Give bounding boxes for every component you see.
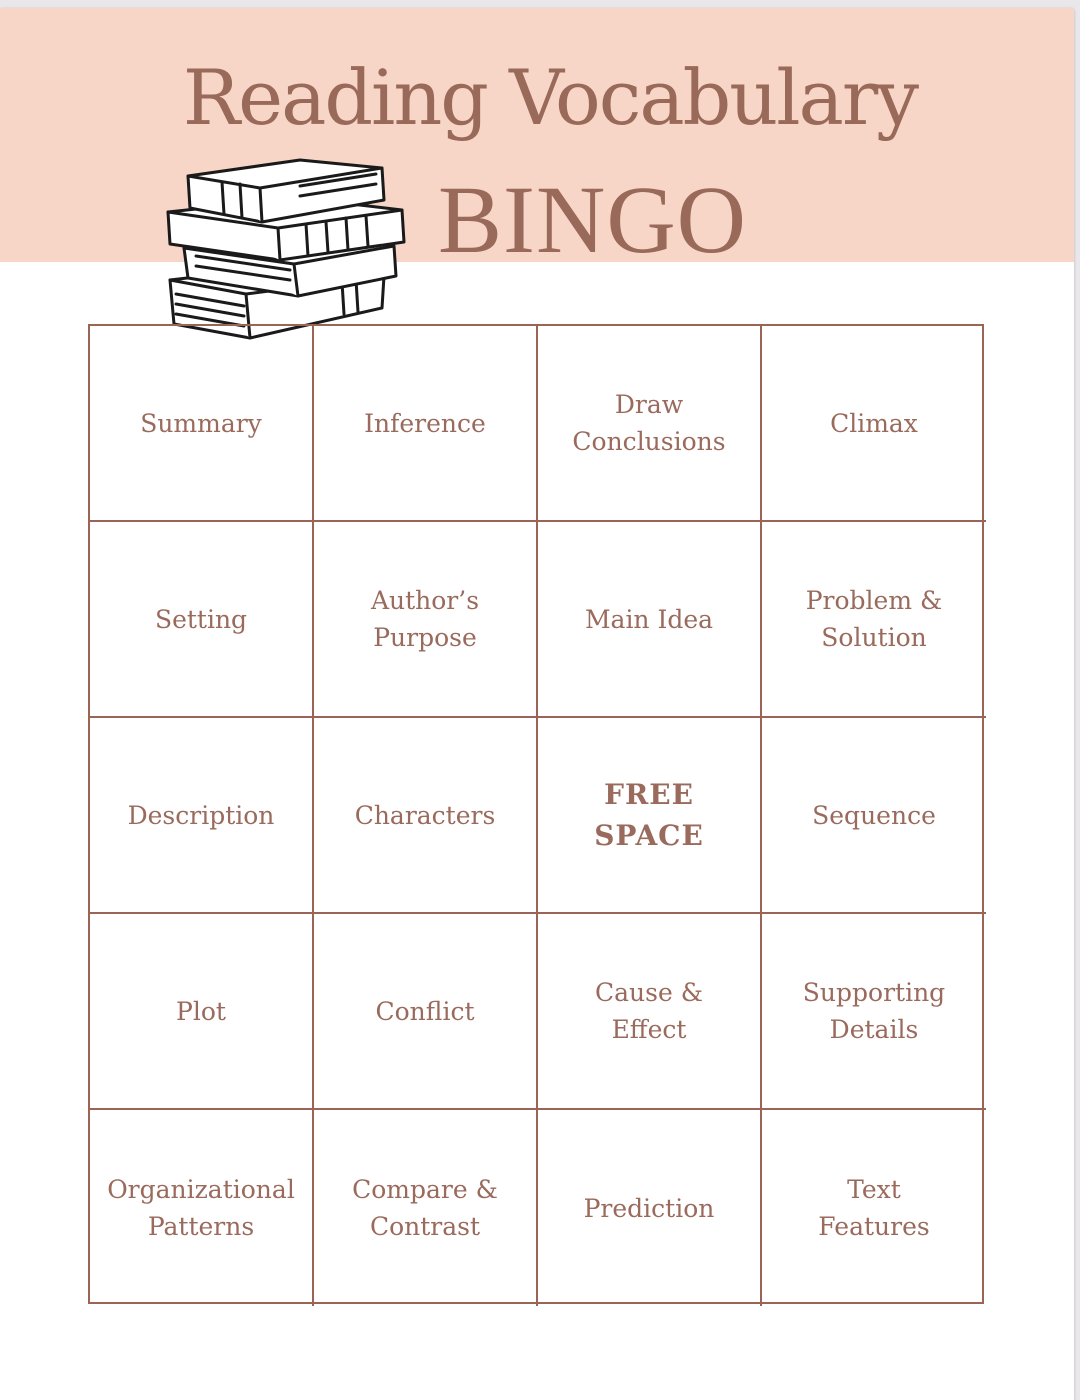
bingo-cell[interactable]	[762, 718, 986, 914]
bingo-cell[interactable]	[538, 522, 762, 718]
page-subtitle: BINGO	[438, 166, 747, 273]
page-title: Reading Vocabulary	[182, 53, 918, 142]
bingo-cell-label: Cause & Effect	[595, 978, 703, 1044]
bingo-cell[interactable]	[90, 718, 314, 914]
bingo-cell-label: Description	[127, 800, 275, 830]
bingo-cell[interactable]	[538, 1110, 762, 1306]
stack-of-books-icon	[160, 154, 412, 344]
bingo-cell[interactable]	[314, 522, 538, 718]
bingo-cell[interactable]	[538, 718, 762, 914]
bingo-cell[interactable]	[314, 326, 538, 522]
bingo-cell[interactable]	[762, 1110, 986, 1306]
bingo-page	[0, 8, 1074, 1400]
bingo-cell-label: Organizational Patterns	[107, 1175, 295, 1241]
bingo-cell-label: Inference	[364, 408, 486, 438]
bingo-cell[interactable]	[762, 914, 986, 1110]
bingo-cell-label: Author’s Purpose	[370, 586, 480, 652]
bingo-cell-label: Conflict	[375, 996, 475, 1026]
bingo-cell[interactable]	[314, 914, 538, 1110]
bingo-cell[interactable]	[314, 1110, 538, 1306]
bingo-cell-label: Problem & Solution	[805, 586, 943, 652]
bingo-cell[interactable]	[538, 914, 762, 1110]
bingo-cell[interactable]	[762, 522, 986, 718]
bingo-cell[interactable]	[90, 326, 314, 522]
bingo-cell[interactable]	[90, 522, 314, 718]
bingo-cell-label: Main Idea	[584, 604, 714, 634]
bingo-cell-label: Supporting Details	[802, 978, 946, 1044]
bingo-cell-label: Compare & Contrast	[352, 1175, 498, 1241]
bingo-cell-label: Characters	[354, 800, 496, 830]
bingo-cell[interactable]	[538, 326, 762, 522]
bingo-cell-label: Plot	[176, 996, 226, 1026]
bingo-cell[interactable]	[762, 326, 986, 522]
bingo-cell-label: Sequence	[812, 800, 936, 830]
bingo-cell-label: Prediction	[583, 1193, 715, 1223]
bingo-cell-label: Draw Conclusions	[572, 390, 726, 456]
bingo-cell[interactable]	[314, 718, 538, 914]
bingo-grid	[88, 324, 984, 1304]
bingo-cell-label: Climax	[830, 408, 918, 438]
bingo-cell-label: Summary	[140, 408, 262, 438]
bingo-cell[interactable]	[90, 1110, 314, 1306]
free-space-label: FREE SPACE	[594, 778, 704, 852]
bingo-cell-label: Text Features	[818, 1175, 930, 1241]
bingo-cell-label: Setting	[154, 604, 248, 634]
bingo-cell[interactable]	[90, 914, 314, 1110]
